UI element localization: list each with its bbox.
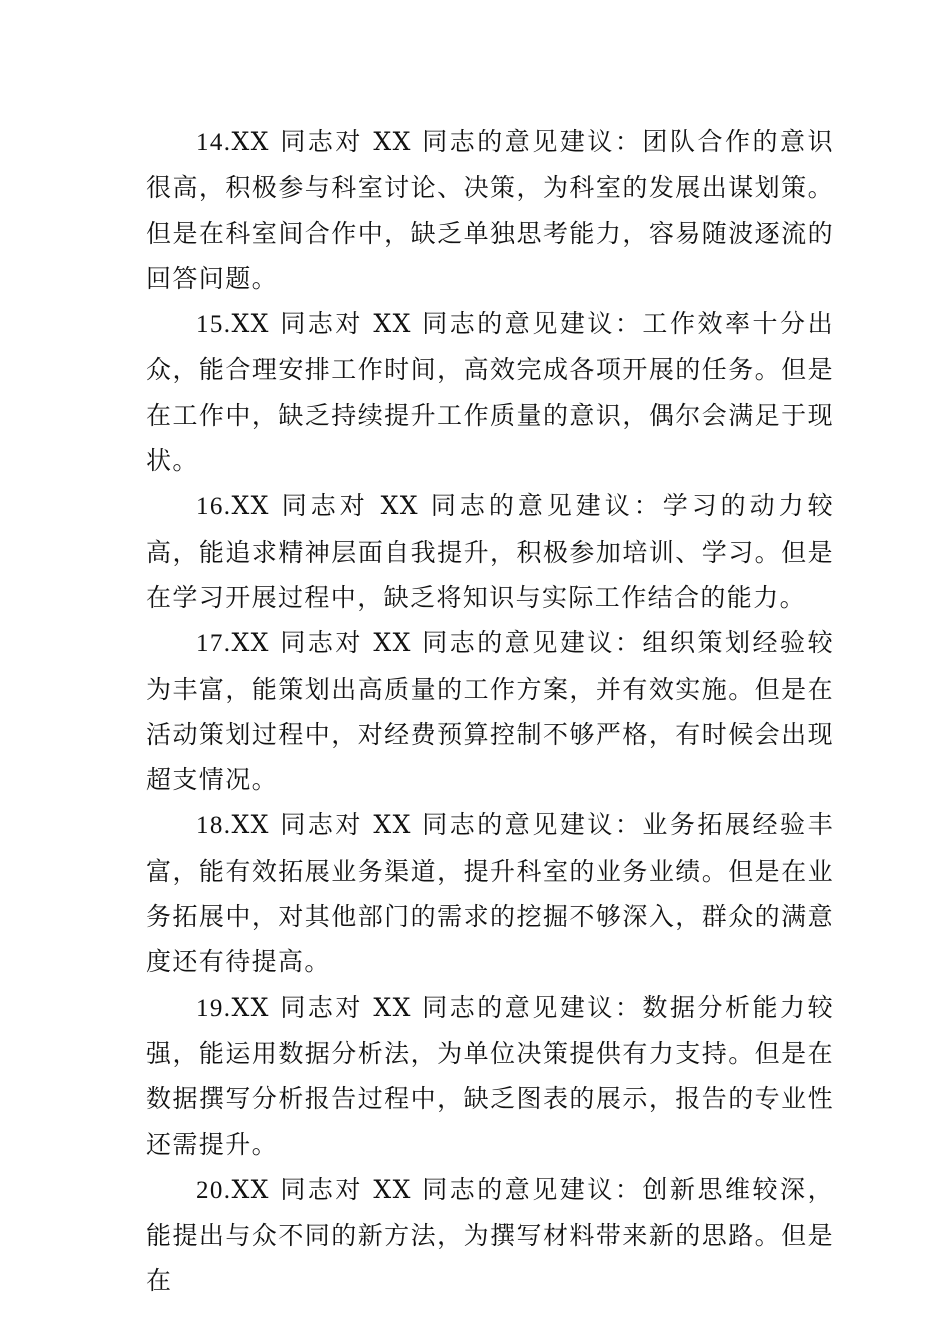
paragraph-18: [146, 802, 834, 984]
paragraph-number: 16.: [196, 493, 232, 521]
paragraph-16: [146, 483, 834, 620]
paragraph-15: [146, 301, 834, 483]
paragraph-text: XX 同志对 XX 同志的意见建议：学习的动力较高，能追求精神层面自我提升，积极参加培训、学习。但是在学习开展过程中，缺乏将知识与实际工作结合的能力。: [146, 491, 834, 612]
paragraph-14: [146, 119, 834, 301]
paragraph-number: 18.: [196, 812, 232, 840]
paragraph-number: 14.: [196, 129, 232, 156]
paragraph-text: XX 同志对 XX 同志的意见建议：团队合作的意识很高，积极参与科室讨论、决策，为科室的发展出谋划策。但是在科室间合作中，缺乏单独思考能力，容易随波逐流的回答问题。: [146, 127, 834, 293]
paragraph-text: XX 同志对 XX 同志的意见建议：创新思维较深，能提出与众不同的新方法，为撰写材料带来新的思路。但是在: [146, 1174, 834, 1296]
paragraph-number: 20.: [196, 1176, 232, 1204]
paragraph-17: [146, 620, 834, 802]
document-body: [146, 119, 834, 1304]
paragraph-20: [146, 1167, 834, 1304]
paragraph-text: XX 同志对 XX 同志的意见建议：业务拓展经验丰富，能有效拓展业务渠道，提升科室的业务业绩。但是在业务拓展中，对其他部门的需求的挖掘不够深入，群众的满意度还有待提高。: [146, 810, 834, 977]
paragraph-text: XX 同志对 XX 同志的意见建议：工作效率十分出众，能合理安排工作时间，高效完成各项开展的任务。但是在工作中，缺乏持续提升工作质量的意识，偶尔会满足于现状。: [146, 309, 834, 476]
paragraph-text: XX 同志对 XX 同志的意见建议：组织策划经验较为丰富，能策划出高质量的工作方案，并有效实施。但是在活动策划过程中，对经费预算控制不够严格，有时候会出现超支情况。: [146, 628, 834, 795]
paragraph-number: 17.: [196, 630, 232, 658]
paragraph-19: [146, 985, 834, 1167]
paragraph-number: 15.: [196, 311, 232, 339]
paragraph-number: 19.: [196, 994, 232, 1022]
paragraph-text: XX 同志对 XX 同志的意见建议：数据分析能力较强，能运用数据分析法，为单位决策提供有力支持。但是在数据撰写分析报告过程中，缺乏图表的展示，报告的专业性还需提升。: [146, 992, 834, 1159]
